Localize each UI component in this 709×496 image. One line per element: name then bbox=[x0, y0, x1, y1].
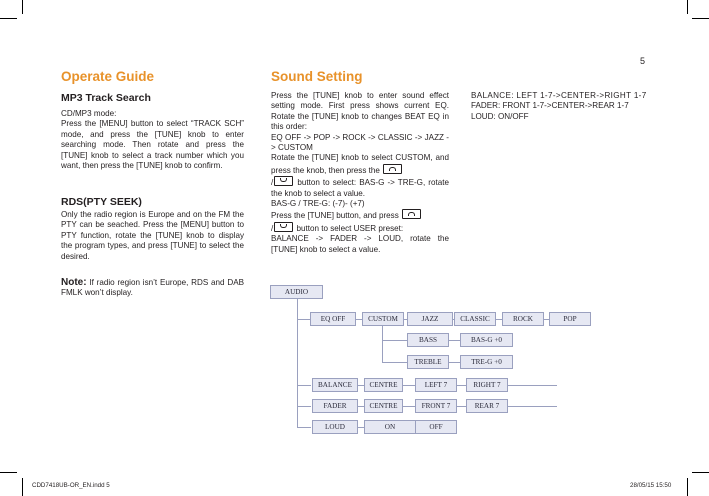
down-button-icon bbox=[274, 222, 293, 232]
mp3-instructions: Press the [MENU] button to select “TRACK SCH” mode, and press the [TUNE] knob to enter searching mode. Then rotate and press the [TUNE] knob to select a track number which you want, then press the [TUNE] knob to confirm. bbox=[61, 119, 244, 171]
sound-setting-intro: Press the [TUNE] knob to enter sound effect setting mode. First press shows current EQ. Rotate the [TUNE] knob to changes BEAT EQ in this order: bbox=[271, 91, 449, 132]
crop-mark bbox=[687, 0, 688, 14]
crop-mark bbox=[687, 478, 688, 496]
fader-centre-node: CENTRE bbox=[364, 399, 403, 413]
fader-node: FADER bbox=[312, 399, 358, 413]
crop-mark bbox=[0, 18, 17, 19]
balance-centre-node: CENTRE bbox=[364, 378, 403, 392]
mp3-track-search-text bbox=[61, 109, 244, 171]
crop-mark bbox=[22, 478, 23, 496]
eq-order: EQ OFF -> POP -> ROCK -> CLASSIC -> JAZZ -> CUSTOM bbox=[271, 132, 449, 153]
connector-line bbox=[297, 319, 311, 320]
connector-line bbox=[297, 427, 311, 428]
custom-instructions-part1: Rotate the [TUNE] knob to select CUSTOM, and press the knob, then press the bbox=[271, 153, 449, 175]
custom-node: CUSTOM bbox=[362, 312, 404, 326]
mp3-track-search-title: MP3 Track Search bbox=[61, 92, 151, 104]
pop-node: POP bbox=[549, 312, 591, 326]
loud-values: LOUD: ON/OFF bbox=[471, 111, 529, 121]
left-7-node: LEFT 7 bbox=[415, 378, 457, 392]
eq-off-node: EQ OFF bbox=[310, 312, 356, 326]
user-preset-part2: button to select USER preset: bbox=[296, 223, 404, 233]
sound-setting-heading: Sound Setting bbox=[271, 69, 363, 84]
custom-instructions bbox=[271, 153, 449, 199]
connector-line bbox=[382, 340, 408, 341]
separator: / bbox=[271, 178, 274, 188]
rds-pty-seek-title: RDS(PTY SEEK) bbox=[61, 196, 142, 208]
right-7-node: RIGHT 7 bbox=[466, 378, 508, 392]
up-button-icon bbox=[383, 164, 402, 174]
crop-mark bbox=[22, 0, 23, 14]
footer-date: 28/05/15 15:50 bbox=[630, 482, 672, 489]
connector-line bbox=[447, 362, 461, 363]
note-text: If radio region isn’t Europe, RDS and DAB FMLK won’t display. bbox=[61, 278, 244, 298]
treble-gain-node: TRE-G +0 bbox=[460, 355, 513, 369]
loud-off-node: OFF bbox=[415, 420, 457, 434]
front-7-node: FRONT 7 bbox=[415, 399, 457, 413]
user-preset-values bbox=[471, 91, 647, 122]
connector-line bbox=[297, 385, 311, 386]
crop-mark bbox=[0, 472, 17, 473]
rear-7-node: REAR 7 bbox=[466, 399, 508, 413]
jazz-node: JAZZ bbox=[407, 312, 453, 326]
footer-file-name: CDD7418UB-OR_EN.indd 5 bbox=[32, 482, 110, 489]
loud-on-node: ON bbox=[364, 420, 416, 434]
bass-gain-node: BAS-G +0 bbox=[460, 333, 513, 347]
bass-node: BASS bbox=[407, 333, 449, 347]
fader-values: FADER: FRONT 1-7->CENTER->REAR 1-7 bbox=[471, 101, 629, 111]
balance-values: BALANCE: LEFT 1-7->CENTER->RIGHT 1-7 bbox=[471, 91, 647, 100]
gain-range: BAS-G / TRE-G: (-7)- (+7) bbox=[271, 199, 365, 209]
connector-line bbox=[447, 340, 461, 341]
user-preset-part1: Press the [TUNE] button, and press bbox=[271, 211, 399, 221]
mp3-mode-line: CD/MP3 mode: bbox=[61, 109, 117, 118]
crop-mark bbox=[692, 18, 709, 19]
balance-node: BALANCE bbox=[312, 378, 358, 392]
loud-node: LOUD bbox=[312, 420, 358, 434]
classic-node: CLASSIC bbox=[454, 312, 496, 326]
page-number: 5 bbox=[640, 56, 646, 66]
note-label: Note: bbox=[61, 277, 87, 288]
custom-instructions-part2: button to select: BAS-G -> TRE-G, rotate the knob to select a value. bbox=[271, 178, 449, 198]
sound-setting-text bbox=[271, 91, 449, 255]
up-button-icon bbox=[402, 209, 421, 219]
rds-pty-seek-text: Only the radio region is Europe and on the FM the PTY can be seached. Press the [MENU] button to PTY function, rotate the [TUNE] knob to display the program types, and press [TUNE] to select the desired. bbox=[61, 210, 244, 261]
separator: / bbox=[271, 223, 274, 233]
connector-line bbox=[382, 326, 383, 363]
treble-node: TREBLE bbox=[407, 355, 449, 369]
operate-guide-heading: Operate Guide bbox=[61, 69, 155, 84]
audio-menu-diagram bbox=[267, 276, 590, 436]
crop-mark bbox=[692, 472, 709, 473]
connector-line bbox=[297, 296, 298, 427]
rock-node: ROCK bbox=[502, 312, 544, 326]
user-preset-instructions bbox=[271, 209, 449, 234]
connector-line bbox=[382, 362, 408, 363]
note-paragraph bbox=[61, 278, 244, 299]
down-button-icon bbox=[274, 176, 293, 186]
user-preset-order: BALANCE -> FADER -> LOUD, rotate the [TUNE] knob to select a value. bbox=[271, 234, 449, 254]
audio-node: AUDIO bbox=[270, 285, 323, 299]
connector-line bbox=[297, 406, 311, 407]
